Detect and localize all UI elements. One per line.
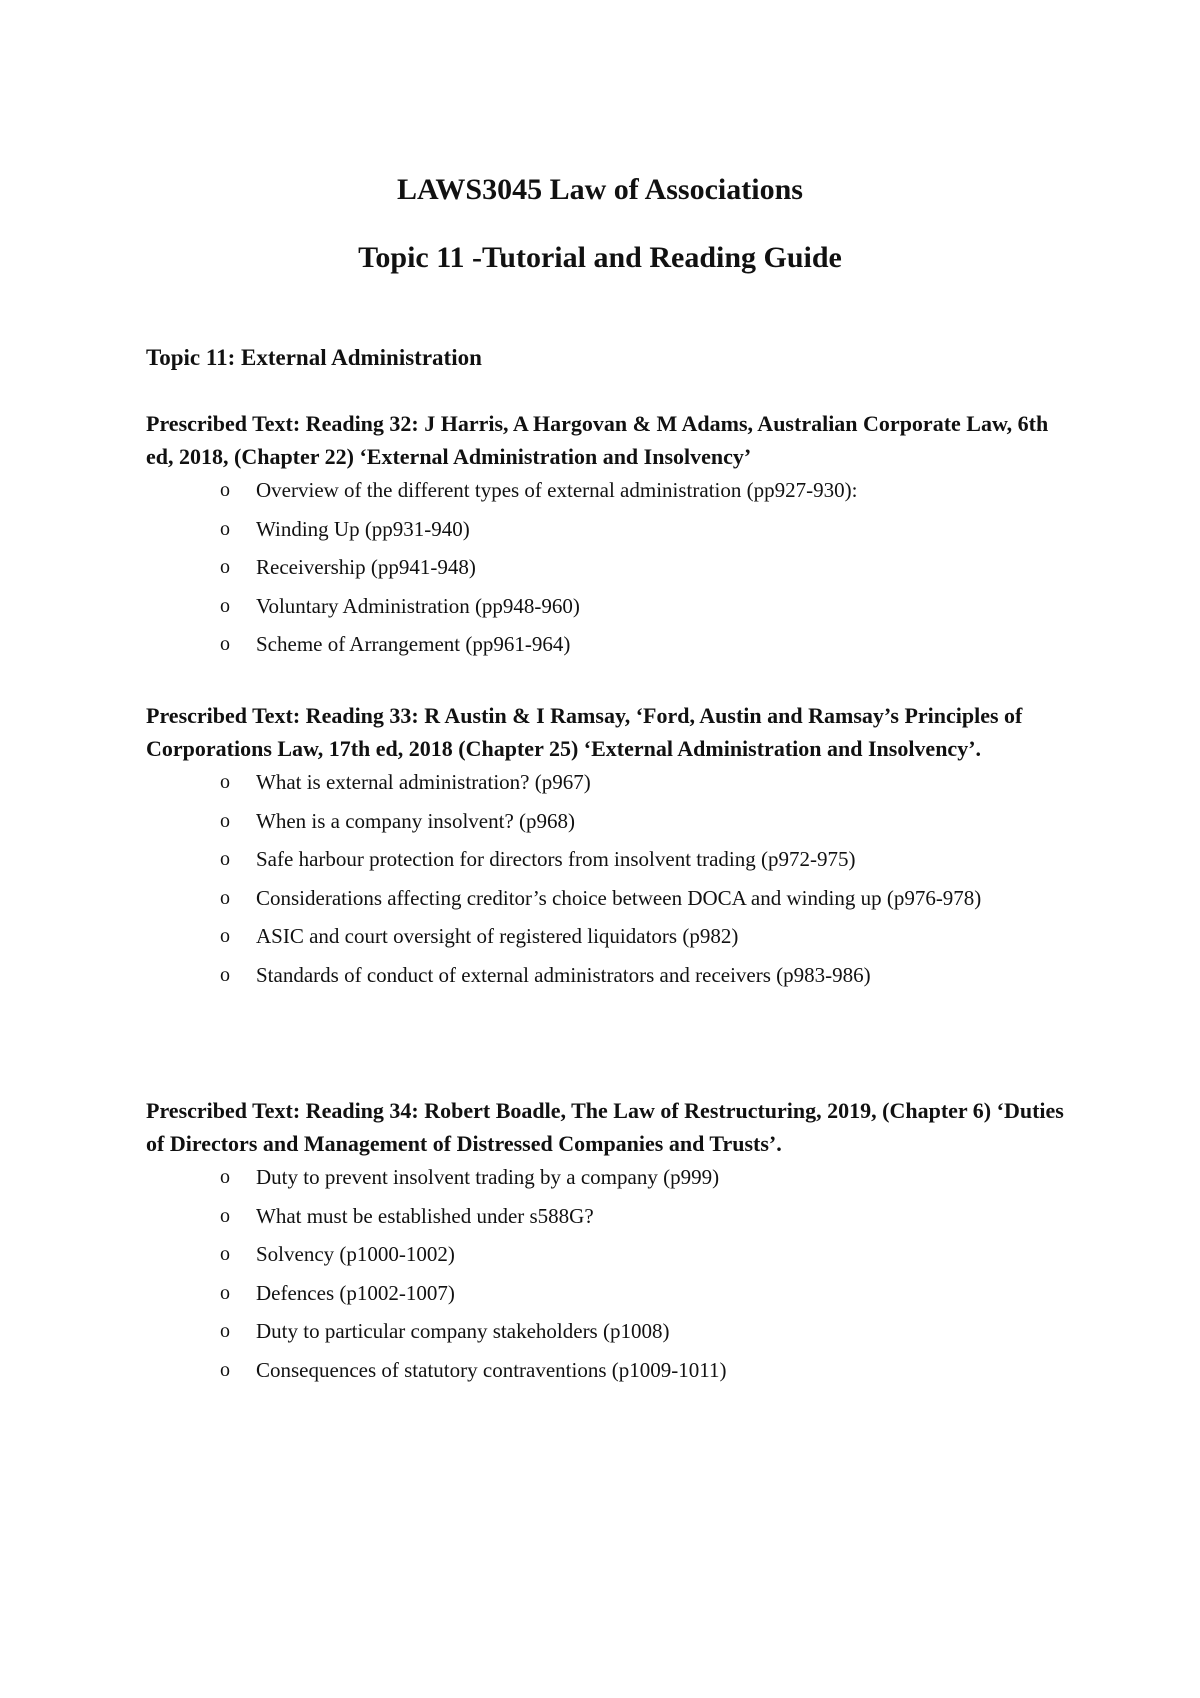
bullet-circle-icon: o [220,963,230,986]
list-item [146,627,1066,661]
list-item [146,919,1066,953]
list-item-text: Defences (p1002-1007) [256,1280,455,1305]
list-item [146,1199,1066,1233]
reading-34-header: Prescribed Text: Reading 34: Robert Boadle, The Law of Restructuring, 2019, (Chapter 6) ‘Duties of Directors and Management of Distressed Companies and Trusts’. [146,1098,1064,1156]
list-item [146,473,1066,507]
reading-32-header: Prescribed Text: Reading 32: J Harris, A Hargovan & M Adams, Australian Corporate Law, 6th ed, 2018, (Chapter 22) ‘External Administration and Insolvency’ [146,411,1049,469]
bullet-circle-icon: o [220,925,230,947]
list-item-text: Overview of the different types of external administration (pp927-930): [256,478,858,502]
list-item-text: What is external administration? (p967) [256,770,591,794]
bullet-circle-icon: o [220,848,230,870]
list-item-text: ASIC and court oversight of registered liquidators (p982) [256,924,739,948]
list-item [146,512,1066,546]
bullet-circle-icon: o [220,886,230,909]
list-item [146,958,1066,992]
bullet-circle-icon: o [220,1243,230,1265]
list-item [146,1276,1066,1310]
bullet-circle-icon: o [220,1320,230,1342]
list-item-text: What must be established under s588G? [256,1203,594,1228]
list-item-text: Winding Up (pp931-940) [256,516,470,541]
reading-34-section [146,1095,1066,1391]
list-item-text: When is a company insolvent? (p968) [256,808,575,833]
list-item [146,842,1066,876]
bullet-circle-icon: o [220,517,230,540]
bullet-circle-icon: o [220,1204,230,1227]
bullet-circle-icon: o [220,1166,230,1188]
list-item-text: Voluntary Administration (pp948-960) [256,593,580,618]
reading-34-topics [146,1160,1066,1387]
reading-32-topics [146,473,1066,661]
list-item [146,1160,1066,1194]
list-item [146,1237,1066,1271]
bullet-circle-icon: o [220,1281,230,1304]
list-item-text: Duty to prevent insolvent trading by a company (p999) [256,1165,720,1189]
bullet-circle-icon: o [220,556,230,578]
course-title: LAWS3045 Law of Associations [397,173,803,206]
reading-33-section [146,700,1066,996]
bullet-circle-icon: o [220,479,230,501]
list-item-text: Standards of conduct of external administrators and receivers (p983-986) [256,962,871,987]
list-item [146,804,1066,838]
list-item [146,881,1066,915]
topic-heading: Topic 11: External Administration [146,345,482,370]
list-item [146,765,1066,799]
list-item [146,1353,1066,1387]
bullet-circle-icon: o [220,809,230,832]
bullet-circle-icon: o [220,633,230,655]
reading-33-topics [146,765,1066,992]
reading-32-section [146,408,1066,666]
list-item-text: Considerations affecting creditor’s choice between DOCA and winding up (p976-978) [256,885,982,910]
list-item-text: Solvency (p1000-1002) [256,1242,455,1266]
reading-33-header: Prescribed Text: Reading 33: R Austin & I Ramsay, ‘Ford, Austin and Ramsay’s Principles of Corporations Law, 17th ed, 2018 (Chapter 25) ‘External Administration and Insolvency’. [146,703,1023,761]
list-item-text: Consequences of statutory contraventions (p1009-1011) [256,1357,727,1382]
bullet-circle-icon: o [220,594,230,617]
bullet-circle-icon: o [220,771,230,793]
list-item-text: Safe harbour protection for directors from insolvent trading (p972-975) [256,847,856,871]
guide-title: Topic 11 -Tutorial and Reading Guide [358,241,842,274]
list-item-text: Scheme of Arrangement (pp961-964) [256,632,571,656]
list-item [146,1314,1066,1348]
list-item [146,550,1066,584]
list-item-text: Duty to particular company stakeholders (p1008) [256,1319,670,1343]
list-item [146,589,1066,623]
bullet-circle-icon: o [220,1358,230,1381]
list-item-text: Receivership (pp941-948) [256,555,476,579]
